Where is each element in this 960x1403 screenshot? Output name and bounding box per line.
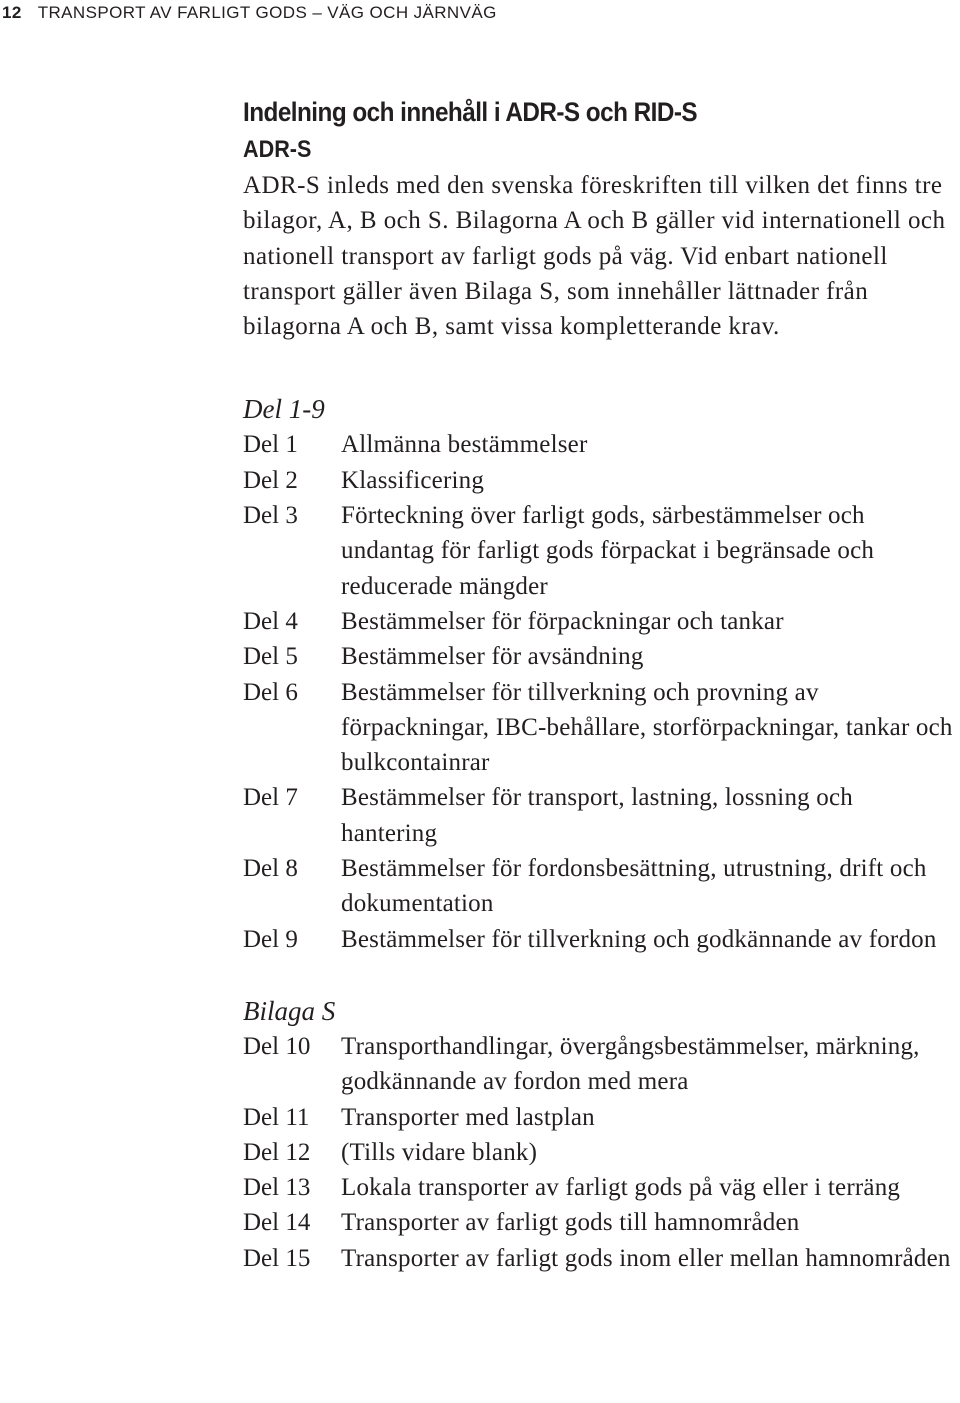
part-description: Transporthandlingar, övergångsbestämmelser, märkning, godkännande av fordon med mera xyxy=(341,1032,920,1096)
part-description: Bestämmelser för tillverkning och godkännande av fordon xyxy=(341,925,937,953)
part-row xyxy=(243,780,958,851)
part-row xyxy=(243,1241,958,1276)
part-description: Förteckning över farligt gods, särbestämmelser och undantag för farligt gods förpackat i begränsade och reducerade mängder xyxy=(341,502,875,600)
part-row xyxy=(243,427,958,462)
part-row xyxy=(243,922,958,957)
part-label: Del 2 xyxy=(243,466,298,494)
part-label: Del 13 xyxy=(243,1174,311,1202)
part-row xyxy=(243,604,958,639)
part-label: Del 3 xyxy=(243,502,298,530)
part-label: Del 4 xyxy=(243,607,298,635)
part-description: Bestämmelser för tillverkning och provning av förpackningar, IBC-behållare, storförpackningar, tankar och bulkcontainrar xyxy=(341,678,953,777)
part-row xyxy=(243,1100,958,1135)
part-description: Allmänna bestämmelser xyxy=(341,431,588,459)
part-label: Del 11 xyxy=(243,1103,310,1131)
part-description: Transporter med lastplan xyxy=(341,1103,595,1131)
part-label: Del 9 xyxy=(243,925,298,953)
part-row xyxy=(243,1205,958,1240)
page-number: 12 xyxy=(2,3,22,22)
part-description: Klassificering xyxy=(341,466,485,494)
part-description: Transporter av farligt gods till hamnområden xyxy=(341,1209,800,1237)
part-row xyxy=(243,498,958,604)
section-title: Indelning och innehåll i ADR-S och RID-S xyxy=(243,97,698,127)
running-title: TRANSPORT AV FARLIGT GODS – VÄG OCH JÄRNVÄG xyxy=(37,3,497,22)
intro-paragraph: ADR-S inleds med den svenska föreskriften till vilken det finns tre bilagor, A, B och S. Bilagorna A och B gäller vid internationell och nationell transport av farligt gods på väg. Vid enbart nationell transport gäller även Bilaga S, som innehåller lättnader från bilagorna A och B, samt vissa kompletterande krav. xyxy=(243,172,946,341)
part-description: Transporter av farligt gods inom eller mellan hamnområden xyxy=(341,1244,951,1272)
part-label: Del 8 xyxy=(243,855,298,883)
part-label: Del 1 xyxy=(243,431,298,459)
part-description: Bestämmelser för fordonsbesättning, utrustning, drift och dokumentation xyxy=(341,855,927,918)
part-row xyxy=(243,1135,958,1170)
part-description: Lokala transporter av farligt gods på väg eller i terräng xyxy=(341,1174,901,1202)
part-row xyxy=(243,463,958,498)
part-row xyxy=(243,675,958,781)
page-header xyxy=(0,0,497,26)
parts-group-bilaga-s xyxy=(243,993,958,1276)
part-description: (Tills vidare blank) xyxy=(341,1138,538,1166)
part-label: Del 5 xyxy=(243,643,298,671)
group-title: Del 1-9 xyxy=(243,394,325,425)
part-label: Del 15 xyxy=(243,1244,311,1272)
part-row xyxy=(243,851,958,922)
parts-group-del-1-9 xyxy=(243,391,958,956)
main-content xyxy=(243,92,958,1276)
part-description: Bestämmelser för förpackningar och tankar xyxy=(341,607,784,635)
part-label: Del 6 xyxy=(243,678,298,706)
part-row xyxy=(243,1029,958,1100)
part-row xyxy=(243,1170,958,1205)
group-title: Bilaga S xyxy=(243,995,336,1026)
part-description: Bestämmelser för transport, lastning, lossning och hantering xyxy=(341,784,854,847)
subsection-title: ADR-S xyxy=(243,136,312,163)
part-label: Del 7 xyxy=(243,784,298,812)
part-label: Del 14 xyxy=(243,1209,311,1237)
part-row xyxy=(243,639,958,674)
part-description: Bestämmelser för avsändning xyxy=(341,643,644,671)
part-label: Del 12 xyxy=(243,1138,311,1166)
part-label: Del 10 xyxy=(243,1032,311,1060)
